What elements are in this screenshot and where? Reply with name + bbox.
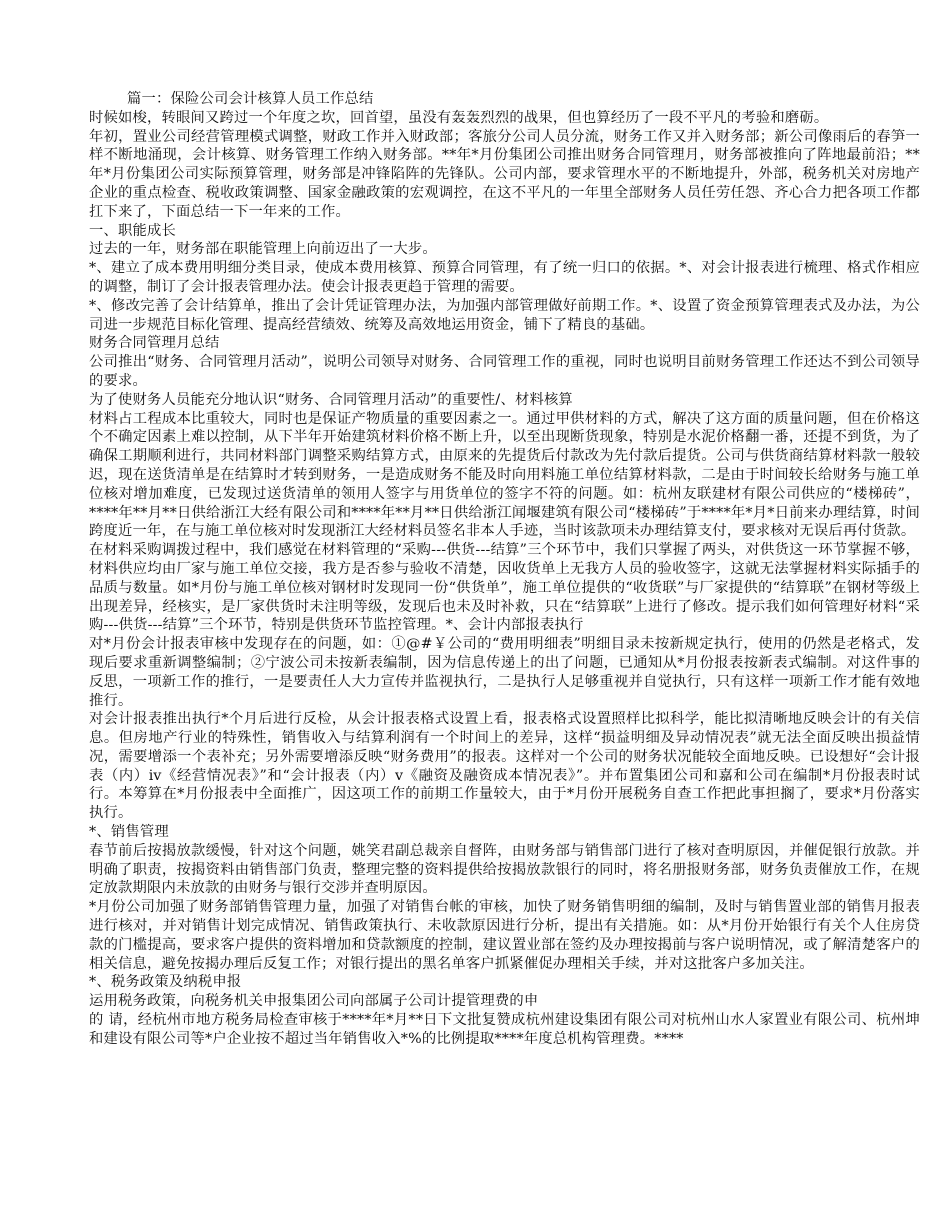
document-title: 篇一：保险公司会计核算人员工作总结 xyxy=(127,91,374,107)
paragraph: 过去的一年，财务部在职能管理上向前迈出了一大步。 xyxy=(89,241,437,258)
paragraph-material-accounting: 材料占工程成本比重较大，同时也是保证产物质量的重要因素之一。通过甲供材料的方式，解决了这方面的质量问题，但在价格这个不确定因素上难以控制，从下半年开始建筑材料价格不断上升，以至出现断货现象，特别是水泥价格翻一番，还提不到货，为了确保工期顺利进行，共同材料部门调整采购结算方式，由原来的先提货后付款改为先付款后提货。公司与供货商结算材料款一般较迟，现在送货清单是在结算时才转到财务，一是造成财务不能及时向用料施工单位结算材料款，二是由于时间较长给财务与施工单位核对增加难度，已发现过送货清单的领用人签字与用货单位的签字不符的问题。如：杭州友联建材有限公司供应的“楼梯砖”，****年**月**日供给浙江大经有限公司和****年**月**日供给浙江闻堰建筑有限公司“楼梯砖”于****年*月*日前来办理结算，时间跨度近一年，在与施工单位核对时发现浙江大经材料员签名非本人手迹，当时该款项未办理结算支付，要求核对无误后再付货款。 xyxy=(89,410,920,540)
paragraph-report-review: 对*月份会计报表审核中发现存在的问题，如：①@#￥公司的“费用明细表”明细目录未按新规定执行，使用的仍然是老格式，发现后要求重新调整编制；②宁波公司未按新表编制，因为信息传递上的出了问题，已通知从*月份报表按新表式编制。对这件事的反思，一项新工作的推行，一是要责任人大力宣传并监视执行，二是执行人足够重视并自觉执行，只有这样一项新工作才能有效地推行。 xyxy=(89,636,920,709)
paragraph: *、建立了成本费用明细分类目录，使成本费用核算、预算合同管理，有了统一归口的依据。*、对会计报表进行梳理、格式作相应的调整，制订了会计报表管理办法。使会计报表更趋于管理的需要。 xyxy=(89,260,920,295)
paragraph-overview: 年初，置业公司经营管理模式调整，财政工作并入财政部；客旅分公司人员分流，财务工作又并入财务部；新公司像雨后的春笋一样不断地涌现，会计核算、财务管理工作纳入财务部。**年*月份集团公司推出财务合同管理月，财务部被推向了阵地最前沿；**年*月份集团公司实际预算管理，财务部是冲锋陷阵的先锋队。公司内部，要求管理水平的不断地提升，外部，税务机关对房地产企业的重点检查、税收政策调整、国家金融政策的宏观调控，在这不平凡的一年里全部财务人员任劳任怨、齐心合力把各项工作都扛下来了，下面总结一下一年来的工作。 xyxy=(89,128,920,220)
paragraph: 运用税务政策，向税务机关申报集团公司向部属子公司计提管理费的申 xyxy=(89,993,539,1010)
paragraph: *、修改完善了会计结算单，推出了会计凭证管理办法，为加强内部管理做好前期工作。*、设置了资金预算管理表式及办法，为公司进一步规范目标化管理、提高经营绩效、统筹及高效地运用资金，铺下了精良的基础。 xyxy=(89,297,920,333)
paragraph-material-procurement: 在材料采购调拨过程中，我们感觉在材料管理的“采购---供货---结算”三个环节中，我们只掌握了两头，对供货这一环节掌握不够，材料供应均由厂家与施工单位交接，我方是否参与验收不清楚，因收货单上无我方人员的验收签字，这就无法掌握材料实际插手的品质与数量。如*月份与施工单位核对钢材时发现同一份“供货单”，施工单位提供的“收货联”与厂家提供的“结算联”在钢材等级上出现差异，经核实，是厂家供货时未注明等级，发现后也未及时补救，只在“结算联”上进行了修改。提示我们如何管理好材料“采购---供货---结算”三个环节，特别是供货环节监控管理。*、会计内部报表执行 xyxy=(89,542,920,634)
paragraph: 春节前后按揭放款缓慢，针对这个问题，姚笑君副总裁亲自督阵，由财务部与销售部门进行了核对查明原因，并催促银行放款。并明确了职责，按揭资料由销售部门负责，整理完整的资料提供给按揭放款银行的同时，将名册报财务部，财务负责催放工作，在规定放款期限内未放款的由财务与银行交涉并查明原因。 xyxy=(89,842,920,897)
paragraph: 为了使财务人员能充分地认识“财务、合同管理月活动”的重要性/、材料核算 xyxy=(89,391,573,408)
paragraph-report-check: 对会计报表推出执行*个月后进行反检，从会计报表格式设置上看，报表格式设置照样比拟科学，能比拟清晰地反映会计的有关信息。但房地产行业的特殊性，销售收入与结算利润有一个时间上的差异，这样“损益明细及异动情况表”就无法全面反映出损益情况，需要增添一个表补充；另外需要增添反映“财务费用”的报表。这样对一个公司的财务状况能较全面地反映。已设想好“会计报表（内）ⅳ《经营情况表》”和“会计报表（内）ⅴ《融资及融资成本情况表》”。并布置集团公司和嘉和公司在编制*月份报表时试行。本筹算在*月份报表中全面推广，因这项工作的前期工作量较大，由于*月份开展税务自查工作把此事担搁了，要求*月份落实执行。 xyxy=(89,711,920,822)
paragraph: *月份公司加强了财务部销售管理力量，加强了对销售台帐的审核，加快了财务销售明细的编制，及时与销售置业部的销售月报表进行核对，并对销售计划完成情况、销售政策执行、未收款原因进行分析，提出有关措施。如：从*月份开始银行有关个人住房贷款的门槛提高，要求客户提供的资料增加和贷款额度的控制，建议置业部在签约及办理按揭前与客户说明情况，或了解清楚客户的相关信息，避免按揭办理后反复工作；对银行提出的黑名单客户抓紧催促办理相关手续，并对这批客户多加关注。 xyxy=(89,899,920,972)
paragraph: 的 请，经杭州市地方税务局检查审核于****年*月**日下文批复赞成杭州建设集团有限公司对杭州山水人家置业有限公司、杭州坤和建设有限公司等*户企业按不超过当年销售收入*%的比例提取****年度总机构管理费。**** xyxy=(89,1012,920,1047)
paragraph: 公司推出“财务、合同管理月活动”，说明公司领导对财务、合同管理工作的重视，同时也说明目前财务管理工作还达不到公司领导的要求。 xyxy=(89,354,920,389)
paragraph-intro: 时候如梭，转眼间又跨过一个年度之坎，回首望，虽没有轰轰烈烈的战果，但也算经历了一段不平凡的考验和磨砺。 xyxy=(89,109,829,126)
section-heading-functions: 一、职能成长 xyxy=(89,222,176,239)
section-heading-sales: *、销售管理 xyxy=(89,824,169,841)
document-body xyxy=(89,109,920,1049)
section-heading-contract-month: 财务合同管理月总结 xyxy=(89,335,220,352)
section-heading-tax: *、税务政策及纳税申报 xyxy=(89,974,242,991)
